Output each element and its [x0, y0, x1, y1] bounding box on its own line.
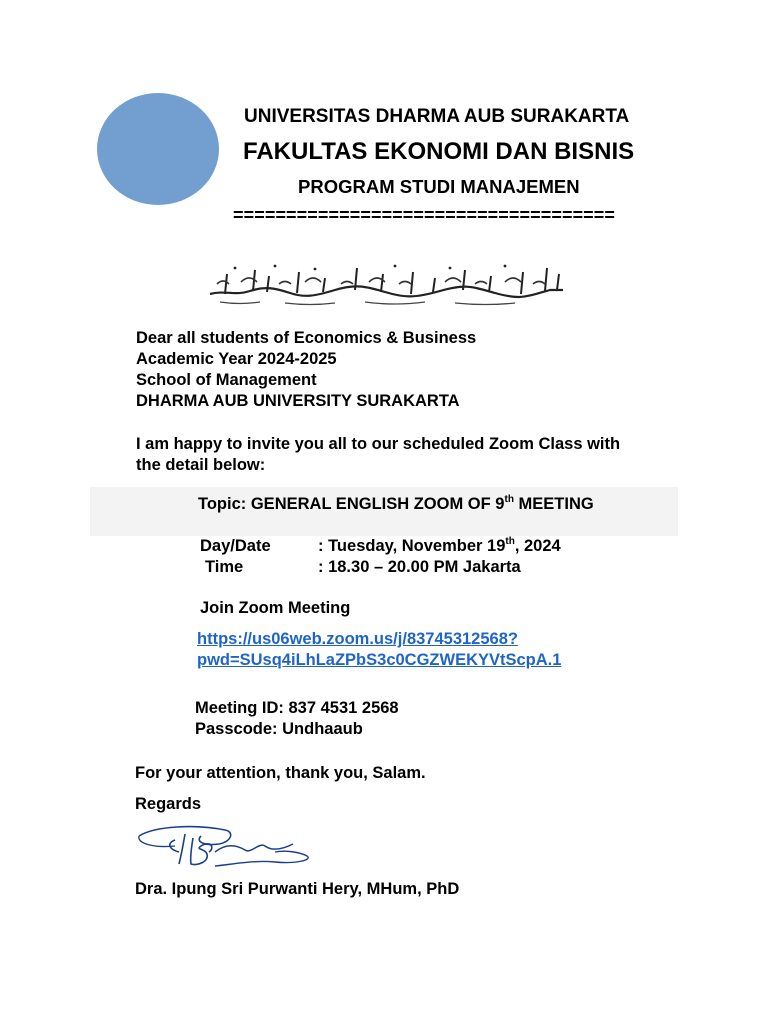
- university-logo: [97, 93, 219, 205]
- closing-regards: Regards: [135, 795, 202, 813]
- meeting-id: Meeting ID: 837 4531 2568: [195, 699, 399, 717]
- time-label: Time: [205, 558, 244, 576]
- arabic-greeting-calligraphy: [205, 260, 570, 308]
- invitation-text: [136, 434, 620, 476]
- university-name: UNIVERSITAS DHARMA AUB SURAKARTA: [244, 106, 630, 127]
- addressee-line: School of Management: [136, 371, 317, 389]
- header-separator: ====================================: [233, 205, 616, 225]
- signer-name: Dra. Ipung Sri Purwanti Hery, MHum, PhD: [135, 880, 460, 898]
- program-name: PROGRAM STUDI MANAJEMEN: [298, 176, 580, 197]
- addressee-line: Academic Year 2024-2025: [136, 350, 337, 368]
- invitation-line: the detail below:: [136, 456, 266, 474]
- addressee-block: [136, 328, 476, 412]
- zoom-link-line[interactable]: https://us06web.zoom.us/j/83745312568?: [197, 630, 518, 648]
- zoom-meeting-link[interactable]: [197, 629, 561, 671]
- day-date-label: Day/Date: [200, 537, 271, 555]
- topic-line: Topic: GENERAL ENGLISH ZOOM OF 9th MEETING: [198, 494, 594, 513]
- addressee-line: Dear all students of Economics & Business: [136, 329, 477, 347]
- addressee-line: DHARMA AUB UNIVERSITY SURAKARTA: [136, 392, 460, 410]
- passcode: Passcode: Undhaaub: [195, 720, 363, 738]
- join-zoom-label: Join Zoom Meeting: [200, 599, 351, 617]
- closing-thanks: For your attention, thank you, Salam.: [135, 764, 426, 782]
- meeting-credentials: [195, 698, 399, 740]
- zoom-link-line[interactable]: pwd=SUsq4iLhLaZPbS3c0CGZWEKYVtScpA.1: [197, 651, 562, 669]
- handwritten-signature: [135, 822, 325, 872]
- invitation-line: I am happy to invite you all to our scheduled Zoom Class with: [136, 435, 621, 453]
- faculty-name: FAKULTAS EKONOMI DAN BISNIS: [243, 138, 635, 165]
- day-date-value: : Tuesday, November 19th, 2024: [318, 536, 561, 555]
- time-value: : 18.30 – 20.00 PM Jakarta: [318, 558, 521, 576]
